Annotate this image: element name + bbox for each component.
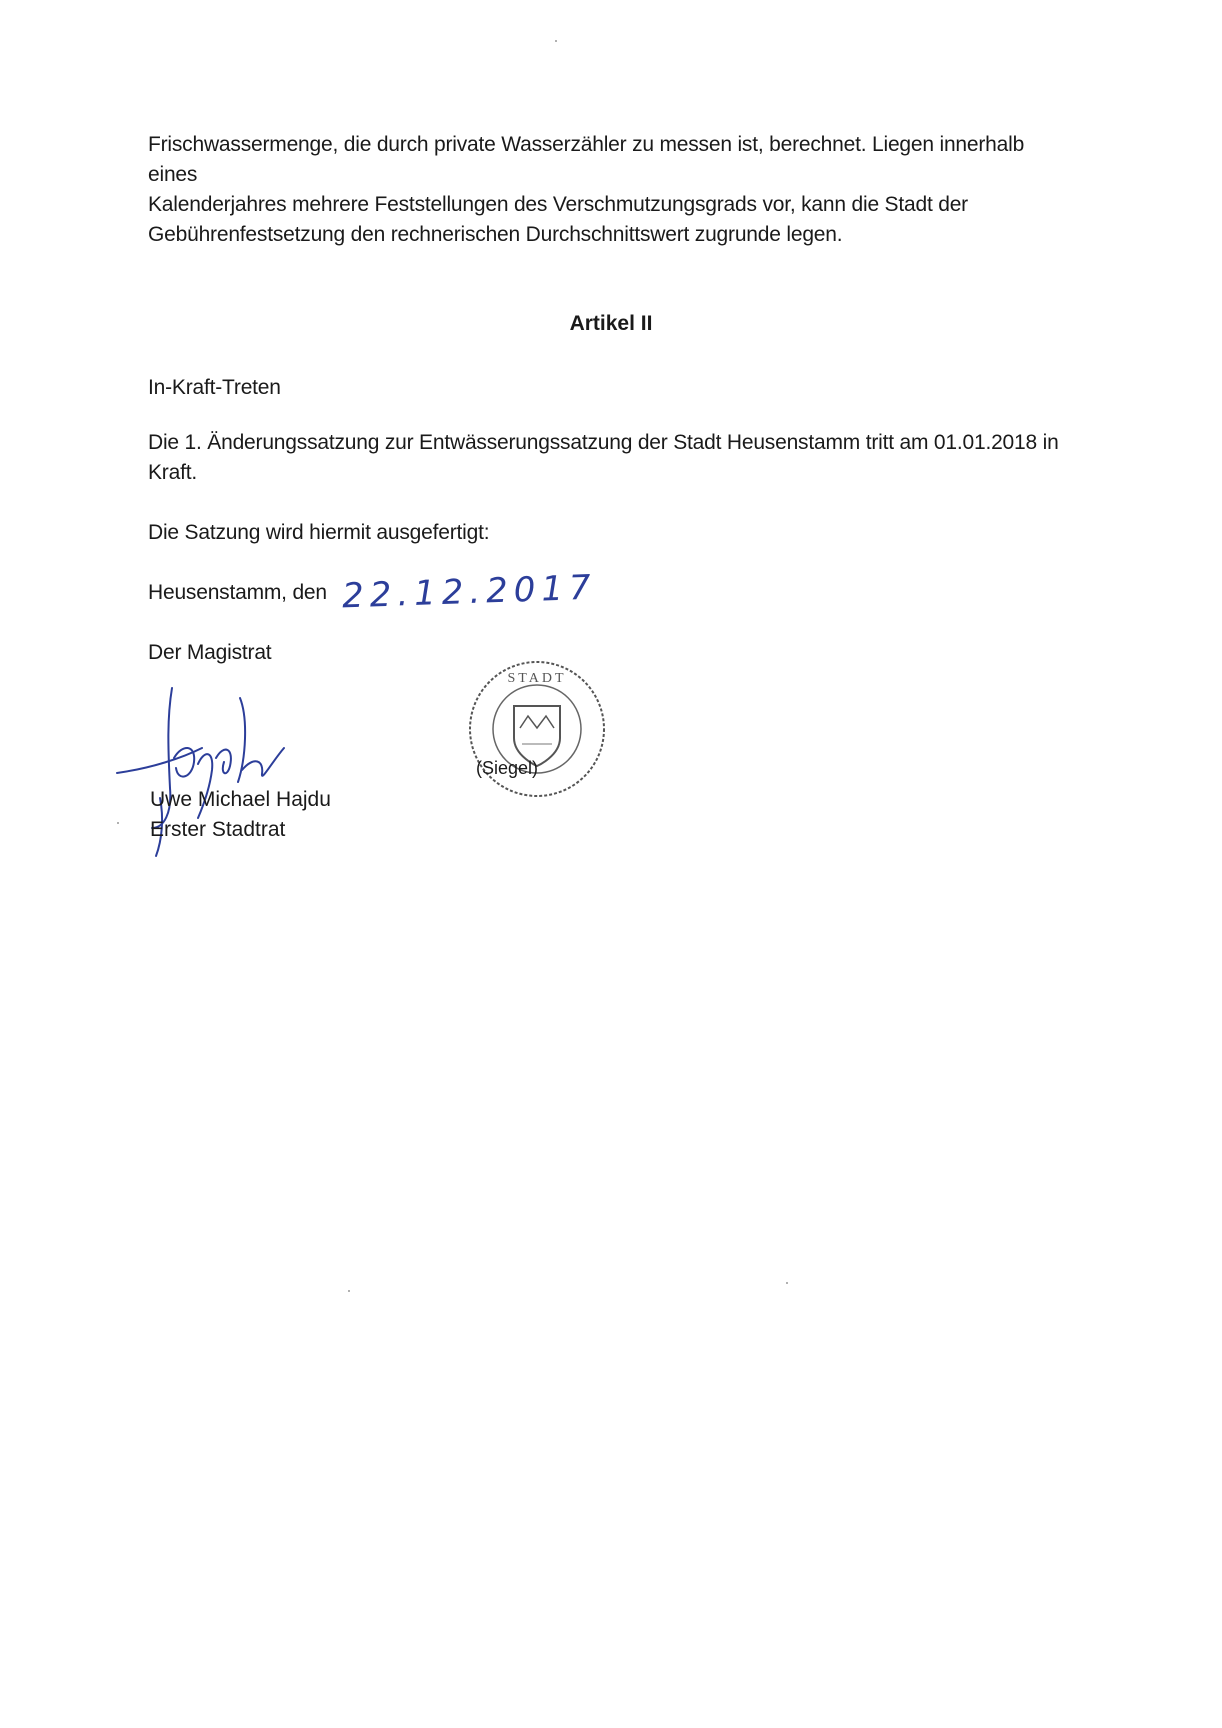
intro-paragraph — [148, 130, 1068, 250]
article-body — [148, 428, 1068, 488]
scan-speck — [786, 1282, 788, 1284]
signing-place: Heusenstamm, den — [148, 581, 327, 604]
article-heading: Artikel II — [569, 312, 653, 335]
svg-text:STADT: STADT — [507, 671, 567, 686]
scan-speck — [555, 40, 557, 42]
intro-line-2: Kalenderjahres mehrere Feststellungen des Verschmutzungsgrads vor, kann die Stadt der — [148, 193, 968, 216]
article-body-line-1: Die 1. Änderungssatzung zur Entwässerungssatzung der Stadt Heusenstamm tritt am 01.01.2018 in — [148, 431, 1059, 454]
signing-authority: Der Magistrat — [148, 641, 272, 664]
signer-name: Uwe Michael Hajdu — [150, 788, 331, 811]
signer-block — [150, 785, 331, 845]
article-body-line-2: Kraft. — [148, 461, 197, 484]
scan-speck — [117, 822, 119, 824]
handwritten-date: 22.12.2017 — [341, 567, 598, 617]
article-subheading: In-Kraft-Treten — [148, 376, 281, 399]
seal-caption: (Siegel) — [476, 758, 539, 778]
signer-title: Erster Stadtrat — [150, 818, 286, 841]
intro-line-3: Gebührenfestsetzung den rechnerischen Durchschnittswert zugrunde legen. — [148, 223, 843, 246]
intro-line-1: Frischwassermenge, die durch private Wasserzähler zu messen ist, berechnet. Liegen innerhalb eines — [148, 133, 1025, 186]
scan-speck — [348, 1290, 350, 1292]
signing-statement: Die Satzung wird hiermit ausgefertigt: — [148, 521, 490, 544]
